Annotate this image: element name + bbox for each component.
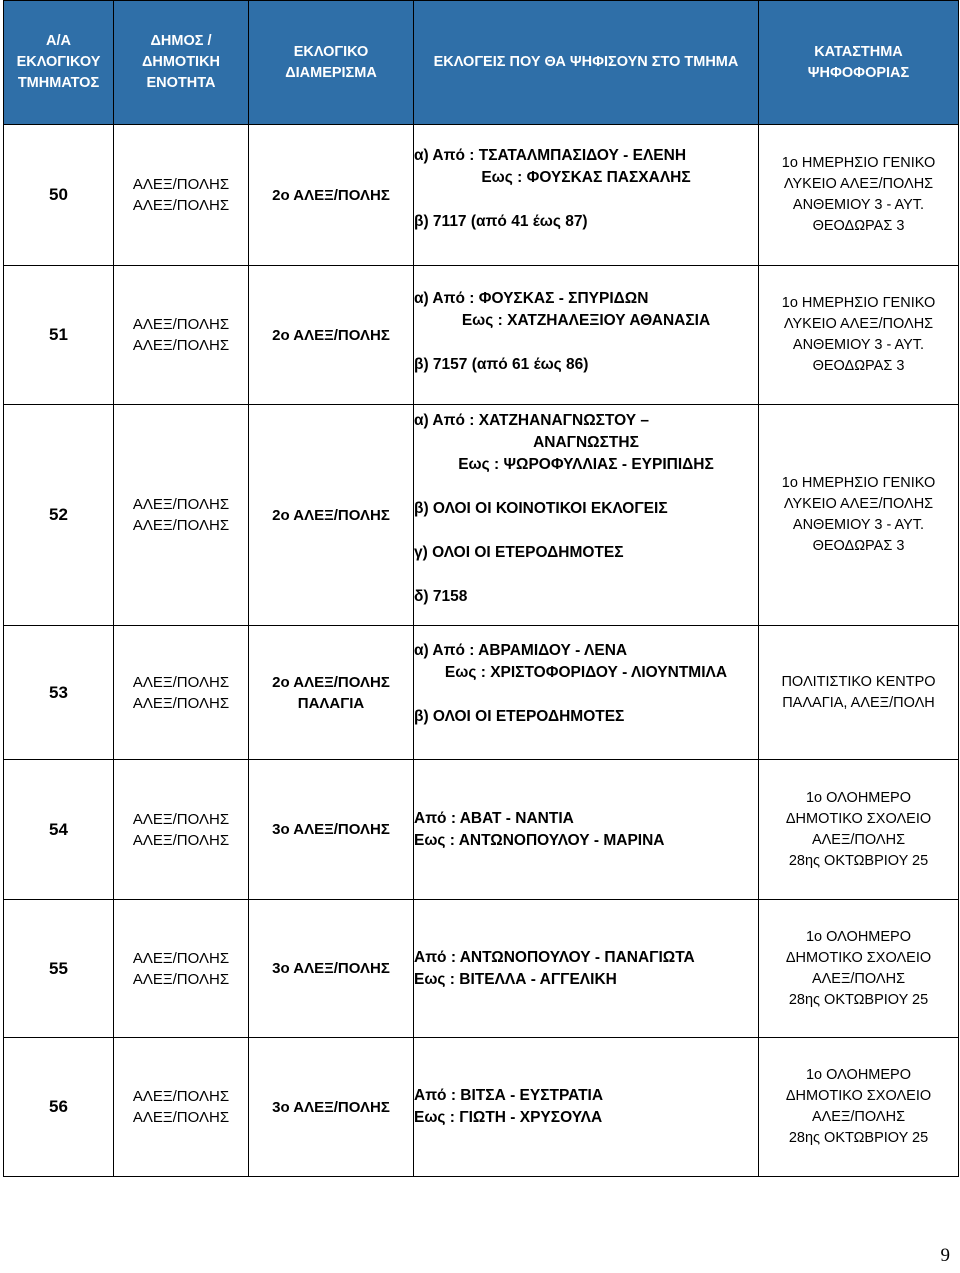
table-header-row	[4, 1, 959, 125]
voters-range: Από : ΒΙΤΣΑ - ΕΥΣΤΡΑΤΙΑ Εως : ΓΙΩΤΗ - ΧΡΥΣΟΥΛΑ	[414, 1038, 759, 1177]
section-number: 55	[4, 900, 114, 1038]
section-number: 54	[4, 760, 114, 900]
table-row	[4, 626, 959, 760]
header-section-number: Α/Α ΕΚΛΟΓΙΚΟΥ ΤΜΗΜΑΤΟΣ	[4, 1, 114, 125]
electoral-district: 3ο ΑΛΕΞ/ΠΟΛΗΣ	[249, 1038, 414, 1177]
header-polling-station: ΚΑΤΑΣΤΗΜΑ ΨΗΦΟΦΟΡΙΑΣ	[759, 1, 959, 125]
table-row	[4, 900, 959, 1038]
electoral-district: 2ο ΑΛΕΞ/ΠΟΛΗΣ	[249, 266, 414, 405]
voters-range: α) Από : ΤΣΑΤΑΛΜΠΑΣΙΔΟΥ - ΕΛΕΝΗ Εως : ΦΟΥΣΚΑΣ ΠΑΣΧΑΛΗΣ β) 7117 (από 41 έως 87)	[414, 125, 759, 266]
municipality: ΑΛΕΞ/ΠΟΛΗΣ ΑΛΕΞ/ΠΟΛΗΣ	[114, 900, 249, 1038]
section-number: 50	[4, 125, 114, 266]
polling-station: 1ο ΗΜΕΡΗΣΙΟ ΓΕΝΙΚΟ ΛΥΚΕΙΟ ΑΛΕΞ/ΠΟΛΗΣ ΑΝΘΕΜΙΟΥ 3 - ΑΥΤ. ΘΕΟΔΩΡΑΣ 3	[759, 125, 959, 266]
polling-station: 1ο ΟΛΟΗΜΕΡΟ ΔΗΜΟΤΙΚΟ ΣΧΟΛΕΙΟ ΑΛΕΞ/ΠΟΛΗΣ 28ης ΟΚΤΩΒΡΙΟΥ 25	[759, 900, 959, 1038]
municipality: ΑΛΕΞ/ΠΟΛΗΣ ΑΛΕΞ/ΠΟΛΗΣ	[114, 266, 249, 405]
municipality: ΑΛΕΞ/ΠΟΛΗΣ ΑΛΕΞ/ΠΟΛΗΣ	[114, 626, 249, 760]
municipality: ΑΛΕΞ/ΠΟΛΗΣ ΑΛΕΞ/ΠΟΛΗΣ	[114, 405, 249, 626]
header-municipality: ΔΗΜΟΣ / ΔΗΜΟΤΙΚΗ ΕΝΟΤΗΤΑ	[114, 1, 249, 125]
section-number: 53	[4, 626, 114, 760]
electoral-district: 2ο ΑΛΕΞ/ΠΟΛΗΣ	[249, 405, 414, 626]
voters-range: Από : ΑΒΑΤ - ΝΑΝΤΙΑ Εως : ΑΝΤΩΝΟΠΟΥΛΟΥ - ΜΑΡΙΝΑ	[414, 760, 759, 900]
header-electoral-district: ΕΚΛΟΓΙΚΟ ΔΙΑΜΕΡΙΣΜΑ	[249, 1, 414, 125]
polling-station: 1ο ΗΜΕΡΗΣΙΟ ΓΕΝΙΚΟ ΛΥΚΕΙΟ ΑΛΕΞ/ΠΟΛΗΣ ΑΝΘΕΜΙΟΥ 3 - ΑΥΤ. ΘΕΟΔΩΡΑΣ 3	[759, 266, 959, 405]
electoral-district: 2ο ΑΛΕΞ/ΠΟΛΗΣ	[249, 125, 414, 266]
table-row	[4, 266, 959, 405]
municipality: ΑΛΕΞ/ΠΟΛΗΣ ΑΛΕΞ/ΠΟΛΗΣ	[114, 1038, 249, 1177]
electoral-district: 2ο ΑΛΕΞ/ΠΟΛΗΣ ΠΑΛΑΓΙΑ	[249, 626, 414, 760]
polling-station: 1ο ΟΛΟΗΜΕΡΟ ΔΗΜΟΤΙΚΟ ΣΧΟΛΕΙΟ ΑΛΕΞ/ΠΟΛΗΣ 28ης ΟΚΤΩΒΡΙΟΥ 25	[759, 760, 959, 900]
polling-station: 1ο ΟΛΟΗΜΕΡΟ ΔΗΜΟΤΙΚΟ ΣΧΟΛΕΙΟ ΑΛΕΞ/ΠΟΛΗΣ 28ης ΟΚΤΩΒΡΙΟΥ 25	[759, 1038, 959, 1177]
header-voters: ΕΚΛΟΓΕΙΣ ΠΟΥ ΘΑ ΨΗΦΙΣΟΥΝ ΣΤΟ ΤΜΗΜΑ	[414, 1, 759, 125]
municipality: ΑΛΕΞ/ΠΟΛΗΣ ΑΛΕΞ/ΠΟΛΗΣ	[114, 125, 249, 266]
page-number: 9	[940, 1245, 950, 1266]
section-number: 51	[4, 266, 114, 405]
electoral-district: 3ο ΑΛΕΞ/ΠΟΛΗΣ	[249, 760, 414, 900]
electoral-district: 3ο ΑΛΕΞ/ΠΟΛΗΣ	[249, 900, 414, 1038]
polling-station: ΠΟΛΙΤΙΣΤΙΚΟ ΚΕΝΤΡΟ ΠΑΛΑΓΙΑ, ΑΛΕΞ/ΠΟΛΗ	[759, 626, 959, 760]
voters-range: Από : ΑΝΤΩΝΟΠΟΥΛΟΥ - ΠΑΝΑΓΙΩΤΑ Εως : ΒΙΤΕΛΛΑ - ΑΓΓΕΛΙΚΗ	[414, 900, 759, 1038]
section-number: 52	[4, 405, 114, 626]
polling-stations-table	[3, 0, 959, 1177]
voters-range: α) Από : ΑΒΡΑΜΙΔΟΥ - ΛΕΝΑ Εως : ΧΡΙΣΤΟΦΟΡΙΔΟΥ - ΛΙΟΥΝΤΜΙΛΑ β) ΟΛΟΙ ΟΙ ΕΤΕΡΟΔΗΜΟΤΕΣ	[414, 626, 759, 760]
table-row	[4, 1038, 959, 1177]
table-row	[4, 760, 959, 900]
polling-station: 1ο ΗΜΕΡΗΣΙΟ ΓΕΝΙΚΟ ΛΥΚΕΙΟ ΑΛΕΞ/ΠΟΛΗΣ ΑΝΘΕΜΙΟΥ 3 - ΑΥΤ. ΘΕΟΔΩΡΑΣ 3	[759, 405, 959, 626]
voters-range: α) Από : ΧΑΤΖΗΑΝΑΓΝΩΣΤΟΥ – ΑΝΑΓΝΩΣΤΗΣ Εως : ΨΩΡΟΦΥΛΛΙΑΣ - ΕΥΡΙΠΙΔΗΣ β) ΟΛΟΙ ΟΙ ΚΟΙΝΟΤΙΚΟΙ ΕΚΛΟΓΕΙΣ γ) ΟΛΟΙ ΟΙ ΕΤΕΡΟΔΗΜΟΤΕΣ δ) 7158	[414, 405, 759, 626]
voters-range: α) Από : ΦΟΥΣΚΑΣ - ΣΠΥΡΙΔΩΝ Εως : ΧΑΤΖΗΑΛΕΞΙΟΥ ΑΘΑΝΑΣΙΑ β) 7157 (από 61 έως 86)	[414, 266, 759, 405]
table-row	[4, 405, 959, 626]
section-number: 56	[4, 1038, 114, 1177]
municipality: ΑΛΕΞ/ΠΟΛΗΣ ΑΛΕΞ/ΠΟΛΗΣ	[114, 760, 249, 900]
table-row	[4, 125, 959, 266]
